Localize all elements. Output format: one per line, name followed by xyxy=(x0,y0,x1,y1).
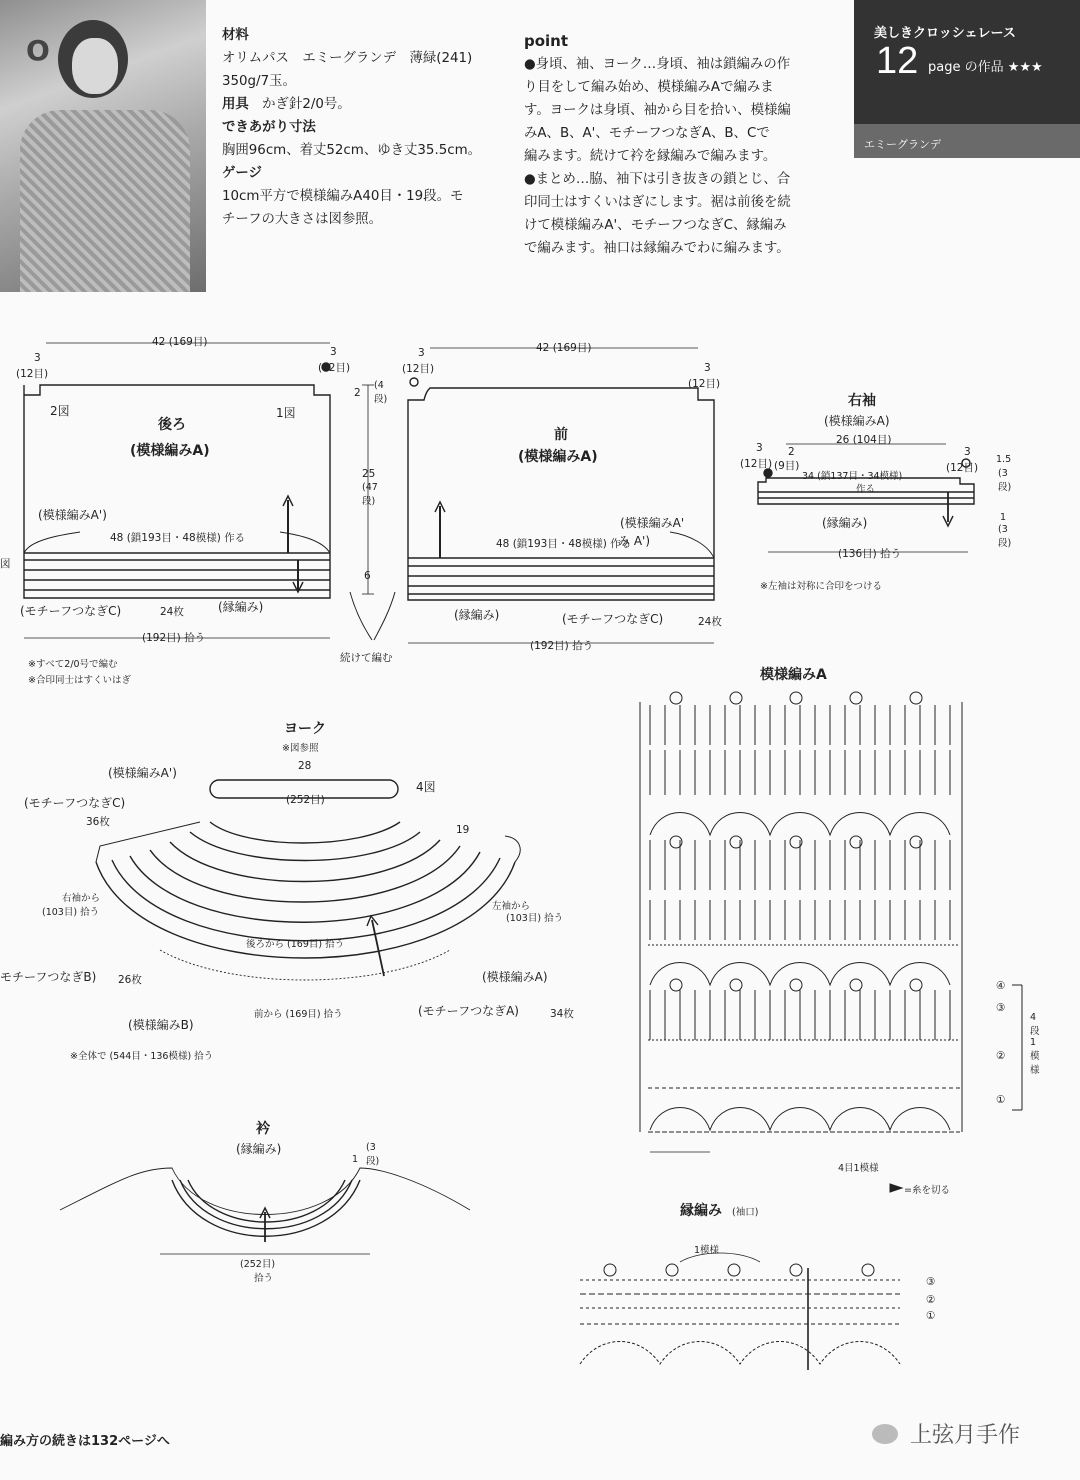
gauge-text: 10cm平方で模様編みA40目・19段。モ xyxy=(222,189,464,204)
sleeve-r15: 1.5 xyxy=(996,454,1012,465)
collar-dim-rows: (3段) xyxy=(366,1142,380,1167)
back-marker-left: 図 xyxy=(0,558,11,570)
edging-row-3: ③ xyxy=(926,1276,936,1288)
sleeve-left3: 3 xyxy=(756,442,763,454)
dim-25: 25 xyxy=(362,468,376,480)
chart-a-title: 模様編みA xyxy=(760,667,827,683)
front-width: 42 (169目) xyxy=(536,342,592,354)
yoke-from-right-sleeve: 右袖から xyxy=(62,893,101,904)
gauge-heading: ゲージ xyxy=(222,166,262,181)
yoke-pattern-a2: (模様編みA') xyxy=(108,766,177,780)
collar-pickup: (252目) xyxy=(240,1259,276,1270)
back-motif-c: (モチーフつなぎC) xyxy=(20,604,122,618)
sleeve-note: ※左袖は対称に合印をつける xyxy=(760,581,882,592)
point-line: ●身頃、袖、ヨーク…身頃、袖は鎖編みの作 xyxy=(524,57,791,72)
page-suffix: page の作品 ★★★ xyxy=(928,60,1043,75)
yoke-from-right-sleeve-2: (103目) 拾う xyxy=(42,907,100,918)
sleeve-top-width: 26 (104目) xyxy=(836,434,892,446)
edging-repeat: 1模様 xyxy=(694,1245,720,1256)
materials-text-2: 350g/7玉。 xyxy=(222,74,296,89)
front-pattern: (模様編みA) xyxy=(518,449,598,465)
yoke-outline xyxy=(96,780,520,980)
chart-a-legend: =糸を切る xyxy=(904,1185,950,1196)
sleeve-right-sts: (12目) xyxy=(946,462,979,474)
yoke-motif-c-count: 36枚 xyxy=(86,816,110,828)
point-heading: point xyxy=(524,32,569,50)
side-dimension-lines xyxy=(350,385,395,640)
back-right-corner: 3 xyxy=(330,346,337,358)
wechat-icon xyxy=(872,1424,898,1444)
continued-on-page: 編み方の続きは132ページへ xyxy=(0,1434,170,1449)
yoke-from-left-sleeve-2: (103目) 拾う xyxy=(506,913,564,924)
edging-chart xyxy=(580,1253,900,1370)
sleeve-right3: 3 xyxy=(964,446,971,458)
front-right-corner: 3 xyxy=(704,362,711,374)
yoke-title: ヨーク xyxy=(284,721,326,737)
page-number: 12 xyxy=(876,40,919,82)
continue-knitting: 続けて編む xyxy=(340,652,393,664)
back-fig2: 2図 xyxy=(50,404,70,418)
front-motif-c: (モチーフつなぎC) xyxy=(562,612,664,626)
dim-6: 6 xyxy=(364,570,371,582)
point-line: り目をして編み始め、模様編みAで編みま xyxy=(524,80,774,95)
tools-text: かぎ針2/0号。 xyxy=(262,97,351,112)
sleeve-pattern: (模様編みA) xyxy=(824,414,890,428)
yoke-dim-19: 19 xyxy=(456,824,470,836)
chart-a-row-3: ③ xyxy=(996,1002,1006,1014)
collar-title: 衿 xyxy=(256,1121,270,1137)
chart-a-side: 4段1模様 xyxy=(1030,1012,1040,1076)
materials-text: オリムパス エミーグランデ 薄緑(241) xyxy=(222,51,473,66)
front-chain: 48 (鎖193目・48模様) 作る xyxy=(496,538,632,550)
collar-outline xyxy=(60,1168,470,1254)
back-chain: 48 (鎖193目・48模様) 作る xyxy=(110,532,246,544)
back-edging: (縁編み) xyxy=(218,600,264,614)
chart-a-row-1: ① xyxy=(996,1094,1006,1106)
chart-a-row-2: ② xyxy=(996,1050,1006,1062)
size-heading: できあがり寸法 xyxy=(222,120,316,135)
front-pattern-a2-line1: (模様編みA' xyxy=(620,516,685,530)
front-right-corner-sts: (12目) xyxy=(688,378,721,390)
edging-title: 縁編み xyxy=(680,1203,722,1219)
watermark: 上弦月手作 xyxy=(910,1423,1021,1448)
series-title: 美しきクロッシェレース xyxy=(874,26,1016,41)
tools-heading: 用具 xyxy=(222,97,249,112)
chart-a-repeat: 4目1模様 xyxy=(838,1163,879,1174)
point-line: で編みます。袖口は縁編みでわに編みます。 xyxy=(524,241,790,256)
yarn-band-label: エミーグランデ xyxy=(864,138,941,151)
yoke-motif-c: (モチーフつなぎC) xyxy=(24,796,126,810)
back-pattern-a2: (模様編みA') xyxy=(38,508,107,522)
yoke-motif-a-count: 34枚 xyxy=(550,1008,574,1020)
yoke-sts: (252目) xyxy=(286,794,325,806)
yoke-pattern-a: (模様編みA) xyxy=(482,970,548,984)
sleeve-r15-rows: (3段) xyxy=(998,468,1012,493)
sleeve-r1: 1 xyxy=(1000,512,1007,523)
dim-2-rows: (4段) xyxy=(374,380,388,405)
sleeve-mid2: 2 xyxy=(788,446,795,458)
front-pattern-a2-line2: み A') xyxy=(618,534,651,548)
point-line: けて模様編みA'、モチーフつなぎC、縁編み xyxy=(524,218,787,233)
front-panel-outline xyxy=(408,348,714,643)
back-panel-outline xyxy=(24,343,330,638)
back-pattern: (模様編みA) xyxy=(130,443,210,459)
yoke-from-front: 前から (169目) 拾う xyxy=(254,1009,343,1020)
dim-25-rows: (47段) xyxy=(362,482,378,507)
dim-2: 2 xyxy=(354,387,361,399)
yoke-fig4: 4図 xyxy=(416,780,436,794)
front-edging: (縁編み) xyxy=(454,608,500,622)
back-pickup: (192目) 拾う xyxy=(142,632,206,644)
yoke-width: 28 xyxy=(298,760,312,772)
yoke-pattern-b: (模様編みB) xyxy=(128,1018,194,1032)
yoke-motif-b-count: 26枚 xyxy=(118,974,142,986)
yoke-from-left-sleeve: 左袖から xyxy=(492,901,531,912)
yoke-ref: ※図参照 xyxy=(282,743,319,754)
point-line: みA、B、A'、モチーフつなぎA、B、Cで xyxy=(524,126,770,141)
front-title: 前 xyxy=(554,427,568,443)
collar-pickup-2: 拾う xyxy=(254,1273,274,1284)
gauge-text-2: チーフの大きさは図参照。 xyxy=(222,212,383,227)
sleeve-left-sts: (12目) xyxy=(740,458,773,470)
house-number-decoration: O xyxy=(26,34,50,67)
pattern-a-chart xyxy=(640,692,1022,1192)
collar-dim: 1 xyxy=(352,1154,359,1165)
front-left-corner: 3 xyxy=(418,347,425,359)
note-hook: ※すべて2/0号で編む xyxy=(28,659,118,670)
yoke-motif-a: (モチーフつなぎA) xyxy=(418,1004,519,1018)
sleeve-chain-2: 作る xyxy=(856,484,876,495)
front-left-corner-sts: (12目) xyxy=(402,363,435,375)
back-fig1: 1図 xyxy=(276,406,296,420)
materials-heading: 材料 xyxy=(222,28,249,43)
back-left-corner-sts: (12目) xyxy=(16,368,49,380)
point-line: 印同士はすくいはぎにします。裾は前後を続 xyxy=(524,195,791,210)
chart-a-row-4: ④ xyxy=(996,980,1006,992)
back-left-corner: 3 xyxy=(34,352,41,364)
back-width: 42 (169目) xyxy=(152,336,208,348)
front-motif-c-count: 24枚 xyxy=(698,616,722,628)
sleeve-pickup: (136目) 拾う xyxy=(838,548,902,560)
edging-title-sub: (袖口) xyxy=(732,1207,759,1218)
back-title: 後ろ xyxy=(158,417,186,433)
note-seam: ※合印同士はすくいはぎ xyxy=(28,675,131,686)
yoke-total: ※全体で (544目・136模様) 拾う xyxy=(70,1051,214,1062)
point-line: 編みます。続けて衿を縁編みで編みます。 xyxy=(524,149,777,164)
sleeve-title: 右袖 xyxy=(848,393,876,409)
sleeve-r1-rows: (3段) xyxy=(998,524,1012,549)
yoke-from-back: 後ろから (169目) 拾う xyxy=(246,939,345,950)
sleeve-chain: 34 (鎖137目・34模様) xyxy=(802,471,903,482)
edging-row-2: ② xyxy=(926,1294,936,1306)
front-pickup: (192目) 拾う xyxy=(530,640,594,652)
sleeve-mid-sts: (9目) xyxy=(774,460,800,472)
point-line: す。ヨークは身頃、袖から目を拾い、模様編 xyxy=(524,103,791,118)
size-text: 胸囲96cm、着丈52cm、ゆき丈35.5cm。 xyxy=(222,143,482,158)
point-line: ●まとめ…脇、袖下は引き抜きの鎖とじ、合 xyxy=(524,172,791,187)
edging-row-1: ① xyxy=(926,1310,936,1322)
sleeve-edging: (縁編み) xyxy=(822,516,868,530)
back-motif-c-count: 24枚 xyxy=(160,606,184,618)
yoke-motif-b: モチーフつなぎB) xyxy=(0,970,97,984)
back-right-corner-sts: (12目) xyxy=(318,362,351,374)
collar-pattern: (縁編み) xyxy=(236,1142,282,1156)
